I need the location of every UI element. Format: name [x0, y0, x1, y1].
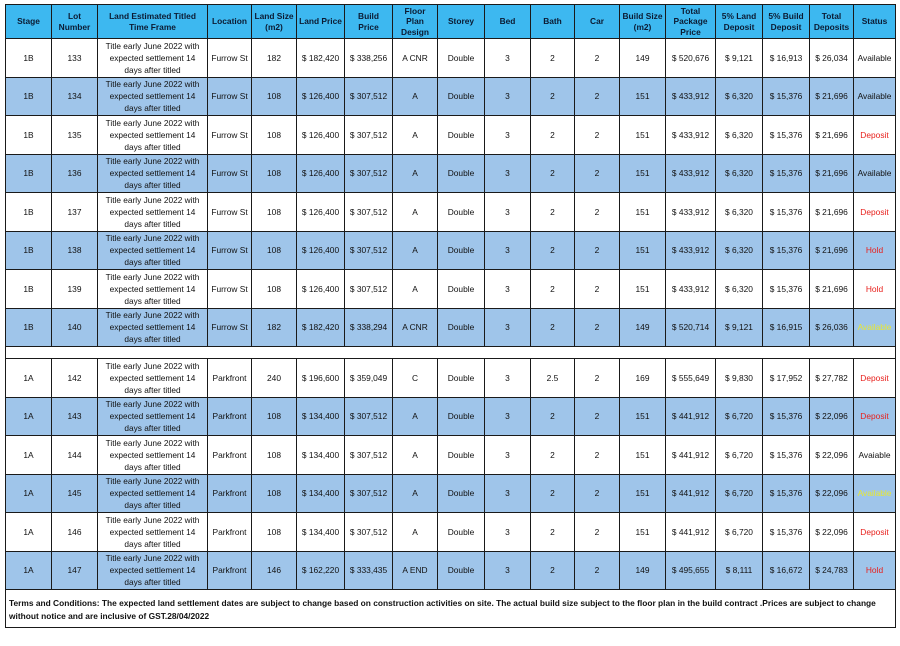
- floor-plan-cell: A: [393, 193, 438, 232]
- status-cell: Deposit: [854, 116, 896, 155]
- column-header: Status: [854, 5, 896, 39]
- table-row: [6, 270, 896, 309]
- build-deposit-cell: $ 15,376: [763, 513, 810, 552]
- build-price-cell: $ 307,512: [345, 193, 393, 232]
- column-header: Bed: [485, 5, 531, 39]
- total-package-price-cell: $ 520,676: [666, 39, 716, 78]
- status-cell: Deposit: [854, 397, 896, 436]
- time-frame-cell: Title early June 2022 with expected settlement 14 days after titled: [98, 39, 208, 78]
- total-deposits-cell: $ 22,096: [810, 513, 854, 552]
- stage-cell: 1B: [6, 231, 52, 270]
- land-deposit-cell: $ 6,720: [716, 397, 763, 436]
- land-deposit-cell: $ 6,320: [716, 77, 763, 116]
- floor-plan-cell: A: [393, 513, 438, 552]
- column-header: Build Price: [345, 5, 393, 39]
- land-deposit-cell: $ 6,320: [716, 270, 763, 309]
- lot-number-cell: 147: [52, 551, 98, 590]
- table-header-row: [6, 5, 896, 39]
- build-deposit-cell: $ 15,376: [763, 116, 810, 155]
- storey-cell: Double: [438, 193, 485, 232]
- storey-cell: Double: [438, 308, 485, 347]
- car-cell: 2: [575, 231, 620, 270]
- location-cell: Parkfront: [208, 513, 252, 552]
- total-package-price-cell: $ 433,912: [666, 116, 716, 155]
- build-price-cell: $ 307,512: [345, 436, 393, 475]
- land-size-cell: 108: [252, 270, 297, 309]
- group-spacer-row: [6, 347, 896, 359]
- status-cell: Available: [854, 474, 896, 513]
- total-package-price-cell: $ 495,655: [666, 551, 716, 590]
- build-size-cell: 151: [620, 193, 666, 232]
- total-deposits-cell: $ 26,036: [810, 308, 854, 347]
- bed-cell: 3: [485, 436, 531, 475]
- build-deposit-cell: $ 16,915: [763, 308, 810, 347]
- location-cell: Furrow St: [208, 116, 252, 155]
- land-price-cell: $ 182,420: [297, 39, 345, 78]
- total-deposits-cell: $ 21,696: [810, 116, 854, 155]
- build-price-cell: $ 307,512: [345, 77, 393, 116]
- lot-number-cell: 138: [52, 231, 98, 270]
- build-deposit-cell: $ 17,952: [763, 359, 810, 398]
- car-cell: 2: [575, 474, 620, 513]
- status-cell: Hold: [854, 551, 896, 590]
- build-deposit-cell: $ 15,376: [763, 270, 810, 309]
- build-deposit-cell: $ 15,376: [763, 474, 810, 513]
- spacer-cell: [6, 347, 896, 359]
- floor-plan-cell: A: [393, 436, 438, 475]
- land-price-cell: $ 196,600: [297, 359, 345, 398]
- build-deposit-cell: $ 15,376: [763, 154, 810, 193]
- land-size-cell: 108: [252, 193, 297, 232]
- status-cell: Available: [854, 77, 896, 116]
- land-deposit-cell: $ 9,830: [716, 359, 763, 398]
- bath-cell: 2: [531, 308, 575, 347]
- land-price-cell: $ 134,400: [297, 436, 345, 475]
- bed-cell: 3: [485, 308, 531, 347]
- land-price-cell: $ 134,400: [297, 474, 345, 513]
- build-price-cell: $ 307,512: [345, 154, 393, 193]
- floor-plan-cell: A: [393, 154, 438, 193]
- bed-cell: 3: [485, 551, 531, 590]
- table-body: [6, 39, 896, 590]
- bed-cell: 3: [485, 359, 531, 398]
- land-price-cell: $ 126,400: [297, 154, 345, 193]
- location-cell: Furrow St: [208, 270, 252, 309]
- stage-cell: 1A: [6, 551, 52, 590]
- total-deposits-cell: $ 21,696: [810, 231, 854, 270]
- time-frame-cell: Title early June 2022 with expected settlement 14 days after titled: [98, 116, 208, 155]
- floor-plan-cell: A: [393, 231, 438, 270]
- bed-cell: 3: [485, 270, 531, 309]
- bed-cell: 3: [485, 474, 531, 513]
- build-price-cell: $ 307,512: [345, 513, 393, 552]
- car-cell: 2: [575, 359, 620, 398]
- bath-cell: 2: [531, 116, 575, 155]
- stage-cell: 1A: [6, 359, 52, 398]
- total-deposits-cell: $ 21,696: [810, 77, 854, 116]
- build-price-cell: $ 307,512: [345, 270, 393, 309]
- time-frame-cell: Title early June 2022 with expected settlement 14 days after titled: [98, 308, 208, 347]
- storey-cell: Double: [438, 77, 485, 116]
- total-package-price-cell: $ 433,912: [666, 231, 716, 270]
- column-header: 5% Land Deposit: [716, 5, 763, 39]
- status-cell: Available: [854, 39, 896, 78]
- total-package-price-cell: $ 433,912: [666, 77, 716, 116]
- build-deposit-cell: $ 15,376: [763, 231, 810, 270]
- land-size-cell: 182: [252, 308, 297, 347]
- build-size-cell: 151: [620, 474, 666, 513]
- column-header: Land Estimated Titled Time Frame: [98, 5, 208, 39]
- column-header: Total Package Price: [666, 5, 716, 39]
- build-price-cell: $ 333,435: [345, 551, 393, 590]
- floor-plan-cell: A: [393, 116, 438, 155]
- build-size-cell: 149: [620, 551, 666, 590]
- total-deposits-cell: $ 22,096: [810, 474, 854, 513]
- land-price-cell: $ 126,400: [297, 116, 345, 155]
- land-deposit-cell: $ 6,320: [716, 231, 763, 270]
- price-list-sheet: [5, 4, 895, 628]
- land-deposit-cell: $ 9,121: [716, 308, 763, 347]
- land-size-cell: 108: [252, 436, 297, 475]
- bath-cell: 2: [531, 513, 575, 552]
- total-package-price-cell: $ 441,912: [666, 436, 716, 475]
- column-header: Total Deposits: [810, 5, 854, 39]
- time-frame-cell: Title early June 2022 with expected settlement 14 days after titled: [98, 474, 208, 513]
- bath-cell: 2: [531, 270, 575, 309]
- time-frame-cell: Title early June 2022 with expected settlement 14 days after titled: [98, 397, 208, 436]
- car-cell: 2: [575, 270, 620, 309]
- total-package-price-cell: $ 433,912: [666, 270, 716, 309]
- stage-cell: 1B: [6, 270, 52, 309]
- build-price-cell: $ 338,256: [345, 39, 393, 78]
- total-deposits-cell: $ 22,096: [810, 397, 854, 436]
- status-cell: Available: [854, 308, 896, 347]
- lot-number-cell: 139: [52, 270, 98, 309]
- lot-number-cell: 137: [52, 193, 98, 232]
- build-price-cell: $ 307,512: [345, 474, 393, 513]
- total-package-price-cell: $ 441,912: [666, 513, 716, 552]
- build-size-cell: 151: [620, 231, 666, 270]
- total-package-price-cell: $ 433,912: [666, 154, 716, 193]
- table-row: [6, 154, 896, 193]
- total-deposits-cell: $ 27,782: [810, 359, 854, 398]
- build-size-cell: 151: [620, 116, 666, 155]
- land-size-cell: 182: [252, 39, 297, 78]
- build-size-cell: 149: [620, 308, 666, 347]
- build-size-cell: 151: [620, 270, 666, 309]
- bath-cell: 2: [531, 193, 575, 232]
- time-frame-cell: Title early June 2022 with expected settlement 14 days after titled: [98, 270, 208, 309]
- car-cell: 2: [575, 116, 620, 155]
- bed-cell: 3: [485, 513, 531, 552]
- bed-cell: 3: [485, 154, 531, 193]
- total-package-price-cell: $ 555,649: [666, 359, 716, 398]
- floor-plan-cell: A: [393, 397, 438, 436]
- stage-cell: 1B: [6, 77, 52, 116]
- terms-and-conditions: Terms and Conditions: The expected land settlement dates are subject to change based on construction activities on site. The actual build size subject to the floor plan in the build contract .Prices are subject to change without notice and are inclusive of GST.28/04/2022: [5, 590, 896, 628]
- column-header: Land Price: [297, 5, 345, 39]
- table-row: [6, 513, 896, 552]
- location-cell: Furrow St: [208, 193, 252, 232]
- location-cell: Parkfront: [208, 359, 252, 398]
- build-deposit-cell: $ 15,376: [763, 397, 810, 436]
- table-row: [6, 436, 896, 475]
- build-deposit-cell: $ 15,376: [763, 193, 810, 232]
- car-cell: 2: [575, 513, 620, 552]
- total-package-price-cell: $ 433,912: [666, 193, 716, 232]
- location-cell: Furrow St: [208, 231, 252, 270]
- storey-cell: Double: [438, 397, 485, 436]
- total-deposits-cell: $ 26,034: [810, 39, 854, 78]
- bed-cell: 3: [485, 39, 531, 78]
- land-deposit-cell: $ 6,720: [716, 474, 763, 513]
- bath-cell: 2.5: [531, 359, 575, 398]
- location-cell: Furrow St: [208, 154, 252, 193]
- column-header: Lot Number: [52, 5, 98, 39]
- stage-cell: 1A: [6, 513, 52, 552]
- location-cell: Furrow St: [208, 77, 252, 116]
- time-frame-cell: Title early June 2022 with expected settlement 14 days after titled: [98, 231, 208, 270]
- bath-cell: 2: [531, 231, 575, 270]
- status-cell: Deposit: [854, 513, 896, 552]
- storey-cell: Double: [438, 270, 485, 309]
- floor-plan-cell: A: [393, 270, 438, 309]
- bath-cell: 2: [531, 77, 575, 116]
- column-header: Car: [575, 5, 620, 39]
- build-price-cell: $ 359,049: [345, 359, 393, 398]
- car-cell: 2: [575, 39, 620, 78]
- total-package-price-cell: $ 441,912: [666, 397, 716, 436]
- location-cell: Parkfront: [208, 551, 252, 590]
- stage-cell: 1B: [6, 193, 52, 232]
- lot-number-cell: 136: [52, 154, 98, 193]
- bath-cell: 2: [531, 474, 575, 513]
- status-cell: Hold: [854, 231, 896, 270]
- table-row: [6, 116, 896, 155]
- column-header: Location: [208, 5, 252, 39]
- storey-cell: Double: [438, 436, 485, 475]
- lot-number-cell: 135: [52, 116, 98, 155]
- land-deposit-cell: $ 6,720: [716, 436, 763, 475]
- lot-number-cell: 134: [52, 77, 98, 116]
- land-size-cell: 146: [252, 551, 297, 590]
- land-size-cell: 108: [252, 397, 297, 436]
- land-deposit-cell: $ 6,320: [716, 116, 763, 155]
- status-cell: Hold: [854, 270, 896, 309]
- build-deposit-cell: $ 15,376: [763, 436, 810, 475]
- build-size-cell: 151: [620, 436, 666, 475]
- car-cell: 2: [575, 308, 620, 347]
- land-size-cell: 108: [252, 474, 297, 513]
- car-cell: 2: [575, 154, 620, 193]
- location-cell: Parkfront: [208, 474, 252, 513]
- total-deposits-cell: $ 21,696: [810, 154, 854, 193]
- stage-cell: 1B: [6, 39, 52, 78]
- lot-number-cell: 143: [52, 397, 98, 436]
- time-frame-cell: Title early June 2022 with expected settlement 14 days after titled: [98, 77, 208, 116]
- column-header: Land Size (m2): [252, 5, 297, 39]
- price-list-table: [5, 4, 896, 590]
- column-header: Build Size (m2): [620, 5, 666, 39]
- lot-number-cell: 146: [52, 513, 98, 552]
- column-header: Stage: [6, 5, 52, 39]
- land-deposit-cell: $ 9,121: [716, 39, 763, 78]
- car-cell: 2: [575, 436, 620, 475]
- bath-cell: 2: [531, 436, 575, 475]
- lot-number-cell: 140: [52, 308, 98, 347]
- time-frame-cell: Title early June 2022 with expected settlement 14 days after titled: [98, 154, 208, 193]
- bath-cell: 2: [531, 154, 575, 193]
- stage-cell: 1A: [6, 397, 52, 436]
- storey-cell: Double: [438, 154, 485, 193]
- bath-cell: 2: [531, 397, 575, 436]
- time-frame-cell: Title early June 2022 with expected settlement 14 days after titled: [98, 193, 208, 232]
- status-cell: Deposit: [854, 359, 896, 398]
- bed-cell: 3: [485, 193, 531, 232]
- storey-cell: Double: [438, 513, 485, 552]
- bed-cell: 3: [485, 77, 531, 116]
- location-cell: Furrow St: [208, 308, 252, 347]
- land-price-cell: $ 126,400: [297, 231, 345, 270]
- build-size-cell: 151: [620, 77, 666, 116]
- bed-cell: 3: [485, 397, 531, 436]
- stage-cell: 1B: [6, 154, 52, 193]
- total-deposits-cell: $ 24,783: [810, 551, 854, 590]
- stage-cell: 1B: [6, 116, 52, 155]
- storey-cell: Double: [438, 551, 485, 590]
- stage-cell: 1B: [6, 308, 52, 347]
- storey-cell: Double: [438, 359, 485, 398]
- status-cell: Available: [854, 154, 896, 193]
- car-cell: 2: [575, 77, 620, 116]
- build-price-cell: $ 307,512: [345, 397, 393, 436]
- location-cell: Parkfront: [208, 397, 252, 436]
- build-deposit-cell: $ 15,376: [763, 77, 810, 116]
- build-size-cell: 151: [620, 513, 666, 552]
- land-deposit-cell: $ 8,111: [716, 551, 763, 590]
- table-row: [6, 77, 896, 116]
- stage-cell: 1A: [6, 436, 52, 475]
- column-header: Storey: [438, 5, 485, 39]
- build-price-cell: $ 307,512: [345, 116, 393, 155]
- location-cell: Furrow St: [208, 39, 252, 78]
- storey-cell: Double: [438, 231, 485, 270]
- stage-cell: 1A: [6, 474, 52, 513]
- floor-plan-cell: A: [393, 474, 438, 513]
- column-header: Floor Plan Design: [393, 5, 438, 39]
- total-deposits-cell: $ 21,696: [810, 270, 854, 309]
- table-row: [6, 193, 896, 232]
- build-size-cell: 149: [620, 39, 666, 78]
- lot-number-cell: 145: [52, 474, 98, 513]
- time-frame-cell: Title early June 2022 with expected settlement 14 days after titled: [98, 551, 208, 590]
- car-cell: 2: [575, 397, 620, 436]
- land-size-cell: 240: [252, 359, 297, 398]
- total-deposits-cell: $ 21,696: [810, 193, 854, 232]
- time-frame-cell: Title early June 2022 with expected settlement 14 days after titled: [98, 436, 208, 475]
- status-cell: Avaiable: [854, 436, 896, 475]
- table-row: [6, 39, 896, 78]
- land-price-cell: $ 182,420: [297, 308, 345, 347]
- time-frame-cell: Title early June 2022 with expected settlement 14 days after titled: [98, 513, 208, 552]
- build-deposit-cell: $ 16,913: [763, 39, 810, 78]
- storey-cell: Double: [438, 474, 485, 513]
- car-cell: 2: [575, 193, 620, 232]
- land-price-cell: $ 126,400: [297, 270, 345, 309]
- floor-plan-cell: C: [393, 359, 438, 398]
- floor-plan-cell: A: [393, 77, 438, 116]
- lot-number-cell: 142: [52, 359, 98, 398]
- storey-cell: Double: [438, 39, 485, 78]
- table-row: [6, 551, 896, 590]
- location-cell: Parkfront: [208, 436, 252, 475]
- land-price-cell: $ 126,400: [297, 77, 345, 116]
- total-package-price-cell: $ 520,714: [666, 308, 716, 347]
- build-deposit-cell: $ 16,672: [763, 551, 810, 590]
- land-size-cell: 108: [252, 154, 297, 193]
- land-price-cell: $ 134,400: [297, 397, 345, 436]
- bath-cell: 2: [531, 551, 575, 590]
- bed-cell: 3: [485, 116, 531, 155]
- build-price-cell: $ 307,512: [345, 231, 393, 270]
- land-size-cell: 108: [252, 513, 297, 552]
- table-row: [6, 474, 896, 513]
- storey-cell: Double: [438, 116, 485, 155]
- status-cell: Deposit: [854, 193, 896, 232]
- lot-number-cell: 144: [52, 436, 98, 475]
- land-price-cell: $ 134,400: [297, 513, 345, 552]
- land-price-cell: $ 162,220: [297, 551, 345, 590]
- column-header: Bath: [531, 5, 575, 39]
- build-size-cell: 151: [620, 397, 666, 436]
- table-row: [6, 231, 896, 270]
- land-size-cell: 108: [252, 77, 297, 116]
- table-row: [6, 397, 896, 436]
- build-size-cell: 169: [620, 359, 666, 398]
- floor-plan-cell: A CNR: [393, 39, 438, 78]
- bed-cell: 3: [485, 231, 531, 270]
- floor-plan-cell: A END: [393, 551, 438, 590]
- floor-plan-cell: A CNR: [393, 308, 438, 347]
- total-package-price-cell: $ 441,912: [666, 474, 716, 513]
- build-size-cell: 151: [620, 154, 666, 193]
- land-size-cell: 108: [252, 116, 297, 155]
- land-price-cell: $ 126,400: [297, 193, 345, 232]
- land-deposit-cell: $ 6,320: [716, 193, 763, 232]
- table-row: [6, 359, 896, 398]
- total-deposits-cell: $ 22,096: [810, 436, 854, 475]
- time-frame-cell: Title early June 2022 with expected settlement 14 days after titled: [98, 359, 208, 398]
- bath-cell: 2: [531, 39, 575, 78]
- column-header: 5% Build Deposit: [763, 5, 810, 39]
- build-price-cell: $ 338,294: [345, 308, 393, 347]
- land-deposit-cell: $ 6,720: [716, 513, 763, 552]
- car-cell: 2: [575, 551, 620, 590]
- table-row: [6, 308, 896, 347]
- land-size-cell: 108: [252, 231, 297, 270]
- land-deposit-cell: $ 6,320: [716, 154, 763, 193]
- lot-number-cell: 133: [52, 39, 98, 78]
